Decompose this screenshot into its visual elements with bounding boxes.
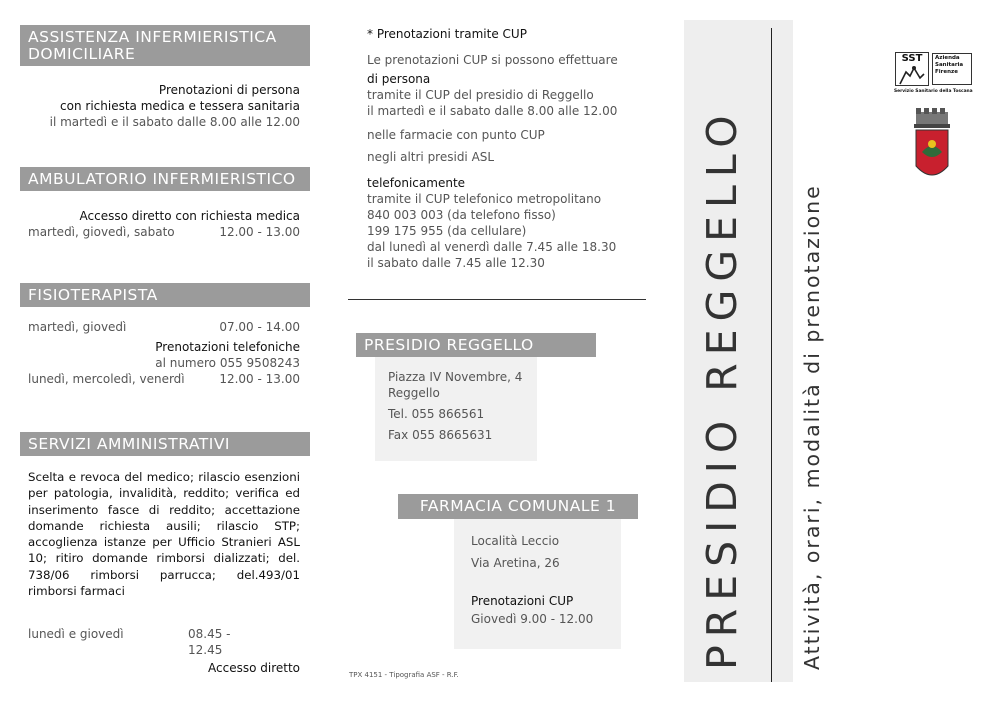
farmacia-hours: Giovedì 9.00 - 12.00	[471, 612, 594, 626]
coat-of-arms-icon	[912, 108, 952, 186]
cup-tel-head: telefonicamente	[367, 176, 466, 190]
cup-tel-2: 840 003 003 (da telefono fisso)	[367, 208, 556, 222]
sst-figure-icon	[896, 64, 928, 86]
cup-farmacie: nelle farmacie con punto CUP	[367, 128, 545, 142]
fisioterapista-row2	[28, 371, 300, 387]
farmacia-pren: Prenotazioni CUP	[471, 594, 574, 608]
presidio-tel: Tel. 055 866561	[388, 407, 485, 421]
printer-credit: TPX 4151 - Tipografia ASF - R.F.	[349, 671, 459, 679]
cup-telefono	[367, 175, 657, 271]
azienda-line2: Sanitaria	[935, 62, 964, 68]
ambulatorio-header: AMBULATORIO INFERMIERISTICO	[20, 167, 310, 191]
ambulatorio-info	[28, 208, 300, 240]
assistenza-header-line1: ASSISTENZA INFERMIERISTICA	[28, 28, 277, 46]
servizi-header: SERVIZI AMMINISTRATIVI	[20, 432, 310, 456]
farmacia-header: FARMACIA COMUNALE 1	[398, 494, 638, 519]
fisioterapista-days2: lunedì, mercoledì, venerdì	[28, 372, 185, 386]
fisioterapista-hours1: 07.00 - 14.00	[219, 320, 300, 334]
fisioterapista-info	[28, 319, 300, 387]
cup-tel-4: dal lunedì al venerdì dalle 7.45 alle 18.30	[367, 240, 617, 254]
farmacia-addr2: Via Aretina, 26	[471, 556, 560, 570]
cover-title: PRESIDIO REGGELLO	[698, 107, 746, 670]
presidio-addr2: Reggello	[388, 386, 440, 400]
assistenza-header-line2: DOMICILIARE	[28, 45, 136, 63]
assistenza-header	[20, 25, 310, 66]
servizi-days: lunedì e giovedì	[28, 627, 124, 641]
servizi-body: Scelta e revoca del medico; rilascio esenzioni per patologia, invalidità, reddito; verifica ed inserimento fasce di reddito; accettazione domande richiesta ausili; rilascio STP; accoglienza istanze per Ufficio Stranieri ASL 10; ritiro domande rimborsi dializzati; del. 738/06 rimborsi parrucca; del.493/01 rimborsi farmaci	[28, 470, 300, 599]
sst-text: SST	[901, 53, 923, 64]
azienda-line3: Firenze	[935, 69, 958, 75]
sst-logo	[895, 52, 975, 98]
presidio-header: PRESIDIO REGGELLO	[356, 333, 596, 357]
azienda-line1: Azienda	[935, 55, 960, 61]
fisioterapista-line-num: al numero 055 9508243	[155, 356, 300, 370]
cover-rule	[771, 28, 772, 682]
cup-persona-head: di persona	[367, 72, 431, 86]
farmacia-addr1: Località Leccio	[471, 534, 560, 548]
fisioterapista-row1	[28, 319, 300, 335]
cup-title: * Prenotazioni tramite CUP	[367, 27, 527, 41]
cup-tel-3: 199 175 955 (da cellulare)	[367, 224, 527, 238]
reggello-coat-of-arms	[912, 108, 952, 186]
servizi-footer: Accesso diretto	[208, 661, 300, 675]
assistenza-line3: il martedì e il sabato dalle 8.00 alle 12.00	[49, 115, 300, 129]
presidio-address	[388, 369, 538, 443]
cup-persona-1: tramite il CUP del presidio di Reggello	[367, 88, 594, 102]
ambulatorio-row	[28, 224, 300, 240]
assistenza-info	[20, 82, 300, 130]
cup-persona	[367, 71, 657, 119]
assistenza-line1: Prenotazioni di persona	[158, 83, 300, 97]
fisioterapista-days1: martedì, giovedì	[28, 320, 127, 334]
presidio-addr1: Piazza IV Novembre, 4	[388, 370, 523, 384]
cup-tel-1: tramite il CUP telefonico metropolitano	[367, 192, 602, 206]
cover-subtitle: Attività, orari, modalità di prenotazione	[800, 184, 824, 670]
cup-tel-5: il sabato dalle 7.45 alle 12.30	[367, 256, 545, 270]
farmacia-info	[471, 533, 621, 627]
servizio-label: Servizio Sanitario della Toscana	[894, 89, 973, 94]
assistenza-line2: con richiesta medica e tessera sanitaria	[60, 99, 300, 113]
cup-persona-2: il martedì e il sabato dalle 8.00 alle 12.00	[367, 104, 618, 118]
ambulatorio-line1: Accesso diretto con richiesta medica	[79, 209, 300, 223]
cover-title-wrap	[698, 20, 746, 670]
cup-presidi: negli altri presidi ASL	[367, 150, 495, 164]
sst-emblem	[895, 52, 929, 86]
fisioterapista-line-tel: Prenotazioni telefoniche	[155, 340, 300, 354]
cup-intro: Le prenotazioni CUP si possono effettuare	[367, 53, 618, 67]
ambulatorio-hours: 12.00 - 13.00	[219, 225, 300, 239]
presidio-fax: Fax 055 8665631	[388, 428, 493, 442]
column-divider	[348, 299, 646, 300]
servizi-hours: 08.45 - 12.45	[188, 627, 231, 657]
servizi-row	[28, 626, 248, 657]
cover-subtitle-wrap	[800, 20, 824, 670]
fisioterapista-header: FISIOTERAPISTA	[20, 283, 310, 307]
azienda-box	[932, 53, 972, 85]
fisioterapista-hours2: 12.00 - 13.00	[219, 372, 300, 386]
ambulatorio-days: martedì, giovedì, sabato	[28, 225, 175, 239]
